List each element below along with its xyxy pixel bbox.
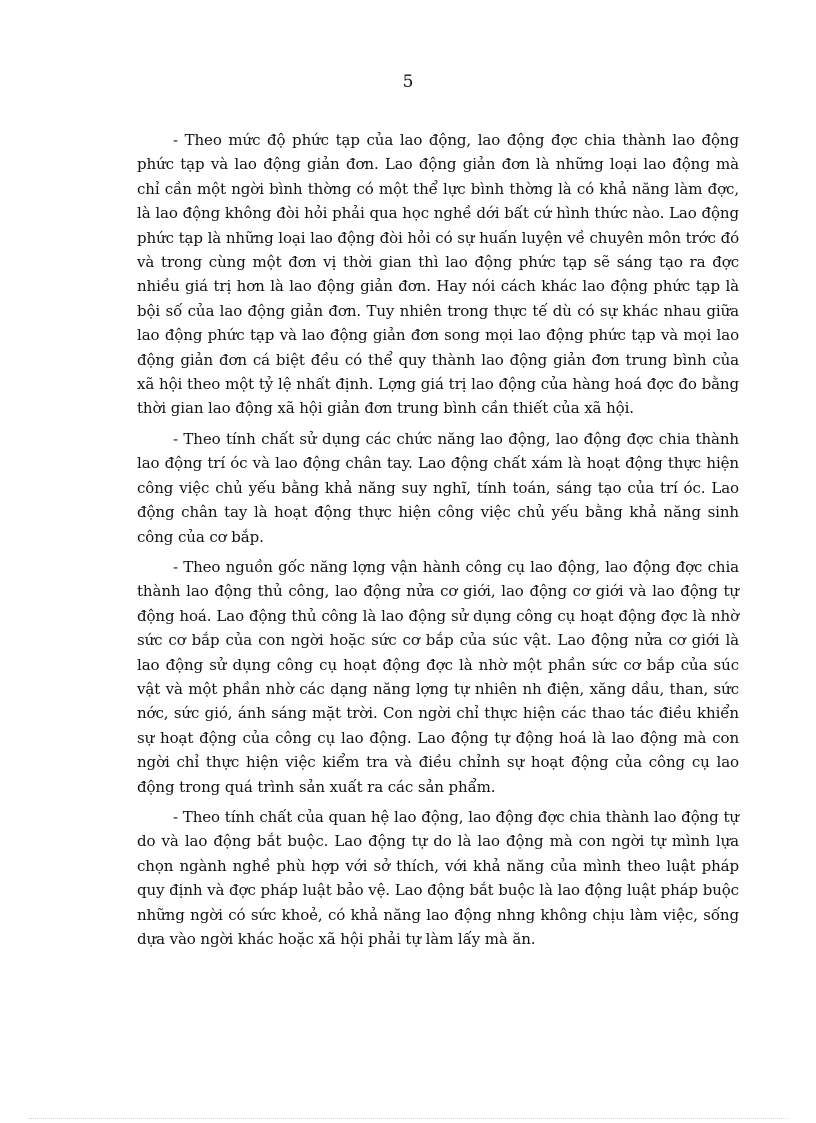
page-number: 5	[402, 72, 414, 92]
paragraph-function: - Theo tính chất sử dụng các chức năng lao động, lao động đợc chia thành lao động trí óc và lao động chân tay. Lao động chất xám là hoạt động thực hiện công việc chủ yếu bằng khả năng suy nghĩ, tính toán, sáng tạo của trí óc. Lao động chân tay là hoạt động thực hiện công việc chủ yếu bằng khả năng sinh công của cơ bắp.	[137, 429, 739, 546]
body-text	[137, 128, 739, 957]
paragraph-energy-source: - Theo nguồn gốc năng lợng vận hành công cụ lao động, lao động đợc chia thành lao động thủ công, lao động nửa cơ giới, lao động cơ giới và lao động tự động hoá. Lao động thủ công là lao động sử dụng công cụ hoạt động đợc là nhờ sức cơ bắp của con ngời hoặc sức cơ bắp của súc vật. Lao động nửa cơ giới là lao động sử dụng công cụ hoạt động đợc là nhờ một phần sức cơ bắp của súc vật và một phần nhờ các dạng năng lợng tự nhiên nh điện, xăng dầu, than, sức nớc, sức gió, ánh sáng mặt trời. Con ngời chỉ thực hiện các thao tác điều khiển sự hoạt động của công cụ lao động. Lao động tự động hoá là lao động mà con ngời chỉ thực hiện việc kiểm tra và điều chỉnh sự hoạt động của công cụ lao động trong quá trình sản xuất ra các sản phẩm.	[137, 557, 739, 796]
page-bottom-divider	[28, 1118, 788, 1119]
paragraph-labor-relation: - Theo tính chất của quan hệ lao động, lao động đợc chia thành lao động tự do và lao động bắt buộc. Lao động tự do là lao động mà con ngời tự mình lựa chọn ngành nghề phù hợp với sở thích, với khả năng của mình theo luật pháp quy định và đợc pháp luật bảo vệ. Lao động bắt buộc là lao động luật pháp buộc những ngời có sức khoẻ, có khả năng lao động nhng không chịu làm việc, sống dựa vào ngời khác hoặc xã hội phải tự làm lấy mà ăn.	[137, 807, 739, 948]
paragraph-complexity: - Theo mức độ phức tạp của lao động, lao động đợc chia thành lao động phức tạp và lao động giản đơn. Lao động giản đơn là những loại lao động mà chỉ cần một ngời bình thờng có một thể lực bình thờng là có khả năng làm đợc, là lao động không đòi hỏi phải qua học nghề dới bất cứ hình thức nào. Lao động phức tạp là những loại lao động đòi hỏi có sự huấn luyện về chuyên môn trớc đó và trong cùng một đơn vị thời gian thì lao động phức tạp sẽ sáng tạo ra đợc nhiều giá trị hơn là lao động giản đơn. Hay nói cách khác lao động phức tạp là bội số của lao động giản đơn. Tuy nhiên trong thực tế dù có sự khác nhau giữa lao động phức tạp và lao động giản đơn song mọi lao động phức tạp và mọi lao động giản đơn cá biệt đều có thể quy thành lao động giản đơn trung bình của xã hội theo một tỷ lệ nhất định. Lợng giá trị lao động của hàng hoá đợc đo bằng thời gian lao động xã hội giản đơn trung bình cần thiết của xã hội.	[137, 131, 739, 418]
